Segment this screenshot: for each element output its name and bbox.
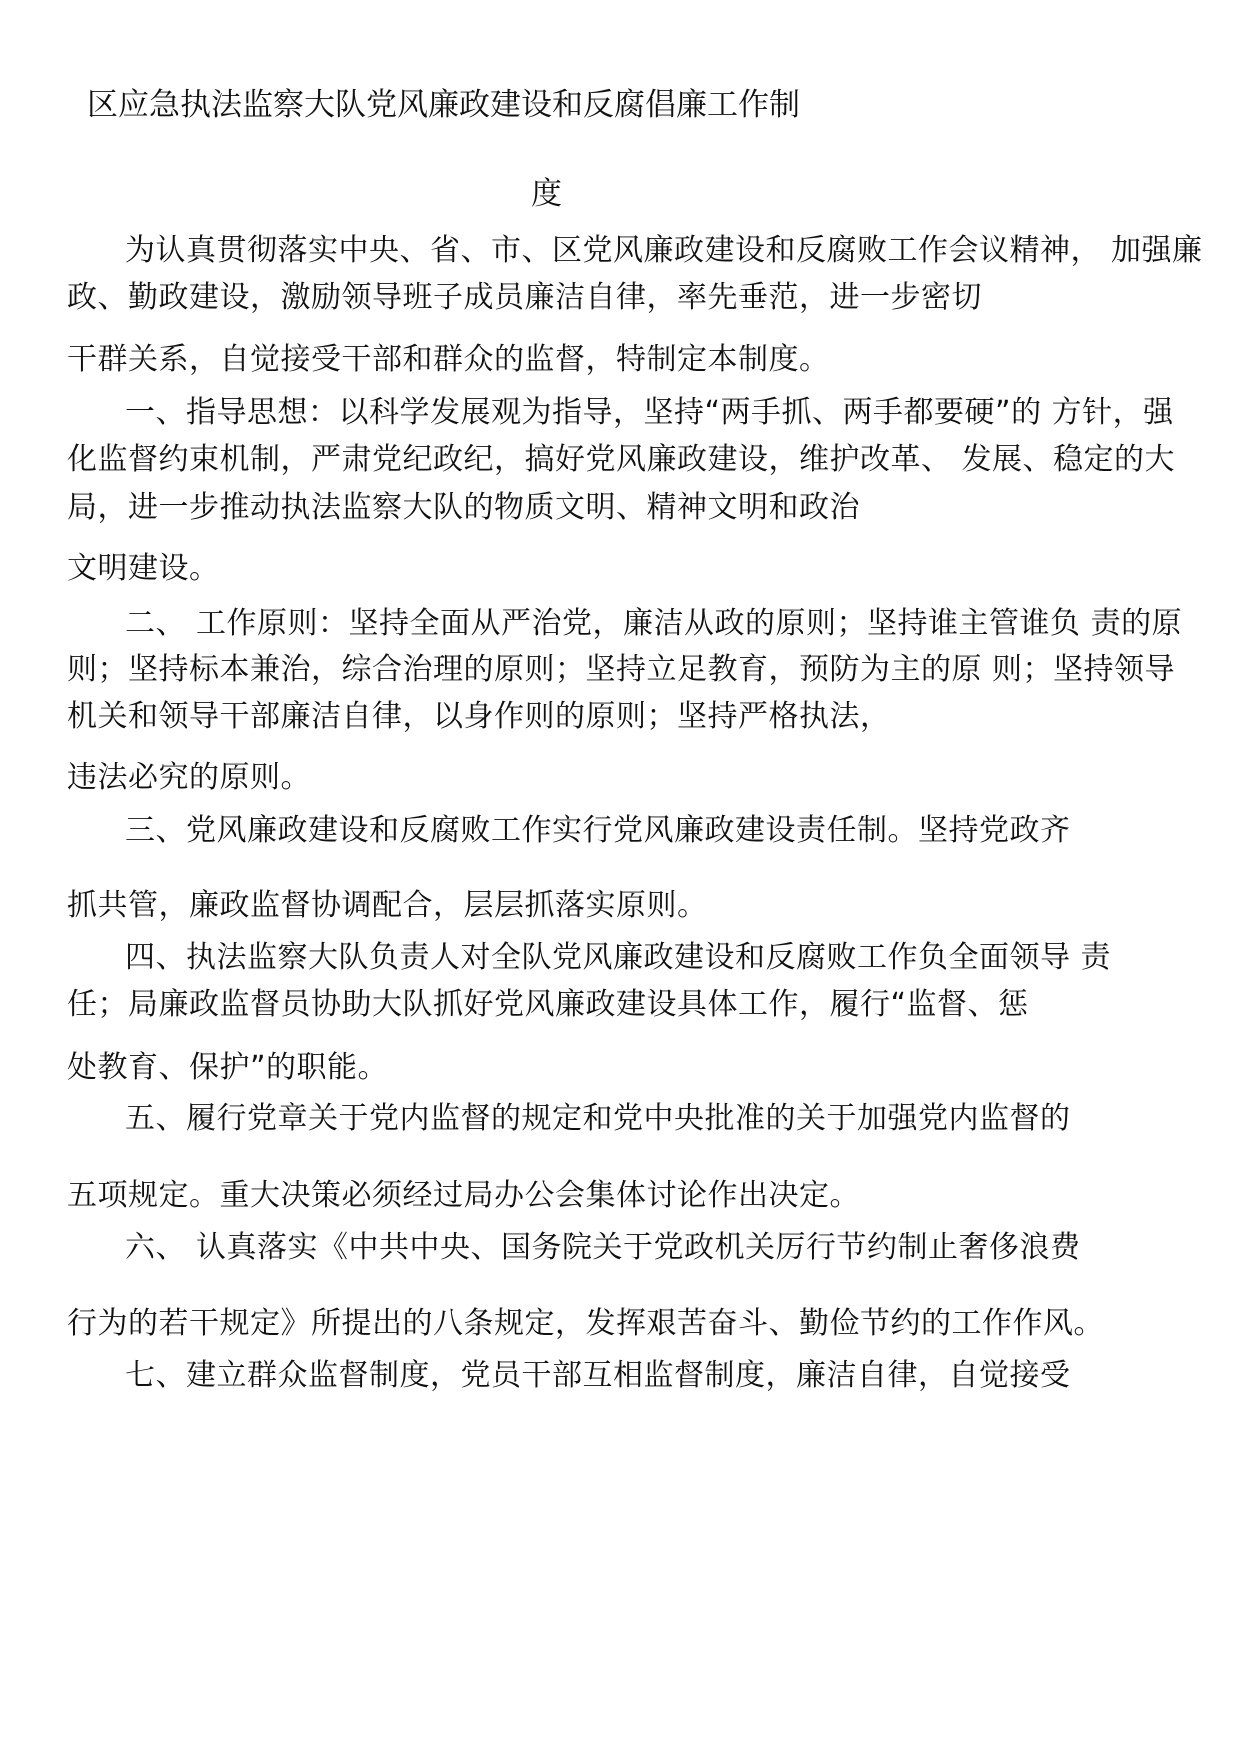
paragraph-line: 则；坚持标本兼治，综合治理的原则；坚持立足教育，预防为主的原 则；坚持领导 — [67, 652, 1176, 687]
paragraph-line: 五项规定。重大决策必须经过局办公会集体讨论作出决定。 — [67, 1178, 860, 1213]
paragraph-line: 干群关系，自觉接受干部和群众的监督，特制定本制度。 — [67, 342, 830, 377]
paragraph-line: 七、建立群众监督制度，党员干部互相监督制度，廉洁自律，自觉接受 — [125, 1358, 1071, 1393]
document-title: 区应急执法监察大队党风廉政建设和反腐倡廉工作制 — [87, 87, 800, 123]
paragraph-line: 任；局廉政监督员协助大队抓好党风廉政建设具体工作，履行“监督、惩 — [67, 987, 1029, 1022]
paragraph-line: 五、履行党章关于党内监督的规定和党中央批准的关于加强党内监督的 — [125, 1101, 1071, 1136]
paragraph-line: 政、勤政建设，激励领导班子成员廉洁自律，率先垂范，进一步密切 — [67, 280, 982, 315]
paragraph-line: 四、执法监察大队负责人对全队党风廉政建设和反腐败工作负全面领导 责 — [125, 940, 1112, 975]
paragraph-line: 二、 工作原则：坚持全面从严治党，廉洁从政的原则；坚持谁主管谁负 责的原 — [125, 606, 1183, 641]
paragraph-line: 一、指导思想：以科学发展观为指导，坚持“两手抓、两手都要硬”的 方针，强 — [125, 395, 1174, 430]
paragraph-line: 六、 认真落实《中共中央、国务院关于党政机关厉行节约制止奢侈浪费 — [125, 1230, 1081, 1265]
document-title-continued: 度 — [531, 176, 562, 212]
paragraph-line: 机关和领导干部廉洁自律，以身作则的原则；坚持严格执法， — [67, 699, 891, 734]
paragraph-line: 局，进一步推动执法监察大队的物质文明、精神文明和政治 — [67, 490, 860, 525]
paragraph-line: 三、党风廉政建设和反腐败工作实行党风廉政建设责任制。坚持党政齐 — [125, 813, 1071, 848]
paragraph-line: 抓共管，廉政监督协调配合，层层抓落实原则。 — [67, 888, 708, 923]
paragraph-line: 文明建设。 — [67, 551, 220, 586]
paragraph-line: 违法必究的原则。 — [67, 760, 311, 795]
paragraph-line: 为认真贯彻落实中央、省、市、区党风廉政建设和反腐败工作会议精神， 加强廉 — [125, 233, 1203, 268]
paragraph-line: 化监督约束机制，严肃党纪政纪，搞好党风廉政建设，维护改革、 发展、稳定的大 — [67, 442, 1176, 477]
paragraph-line: 处教育、保护”的职能。 — [67, 1050, 389, 1085]
paragraph-line: 行为的若干规定》所提出的八条规定，发挥艰苦奋斗、勤俭节约的工作作风。 — [67, 1306, 1104, 1341]
